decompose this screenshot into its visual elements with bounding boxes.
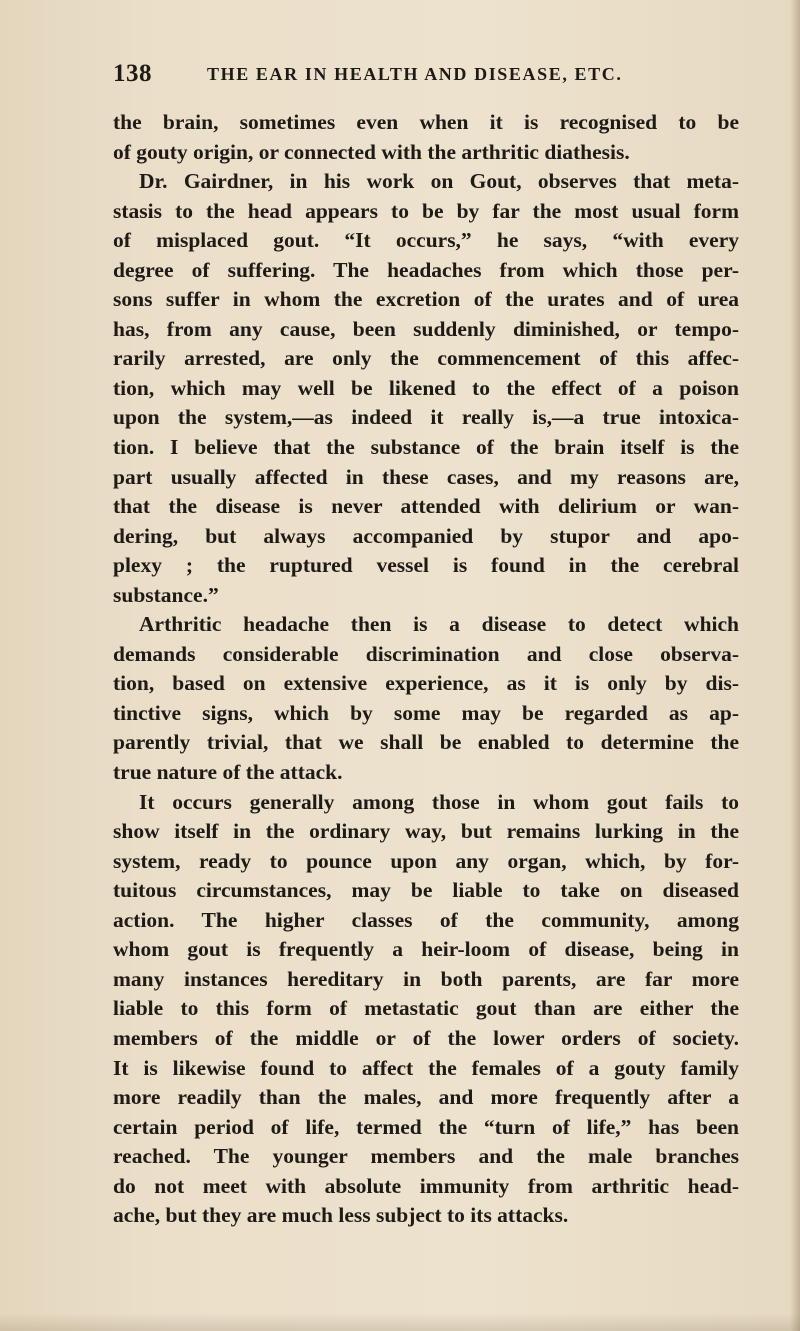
text-line: tuitous circumstances, may be liable to take on diseased [113,878,739,903]
text-line: Dr. Gairdner, in his work on Gout, observes that meta- [139,169,739,194]
text-line: substance.” [113,582,219,607]
text-line: action. The higher classes of the community, among [113,907,739,932]
text-line: It occurs generally among those in whom gout fails to [139,789,739,814]
text-line: true nature of the attack. [113,760,343,785]
text-line: that the disease is never attended with delirium or wan- [113,494,739,519]
text-line: rarily arrested, are only the commencement of this affec- [113,346,739,371]
text-line: part usually affected in these cases, and my reasons are, [113,464,739,489]
text-line: plexy ; the ruptured vessel is found in the cerebral [113,553,739,578]
text-line: tion. I believe that the substance of the brain itself is the [113,435,739,460]
text-line: tion, based on extensive experience, as it is only by dis- [113,671,739,696]
text-line: whom gout is frequently a heir-loom of disease, being in [113,937,739,962]
text-line: more readily than the males, and more frequently after a [113,1085,739,1110]
running-head: THE EAR IN HEALTH AND DISEASE, ETC. [207,64,623,84]
text-line: of misplaced gout. “It occurs,” he says, “with every [113,228,739,253]
text-line: liable to this form of metastatic gout than are either the [113,996,739,1021]
page-number: 138 [113,60,152,87]
text-line: show itself in the ordinary way, but remains lurking in the [113,819,739,844]
text-line: dering, but always accompanied by stupor and apo- [113,523,739,548]
text-line: reached. The younger members and the male branches [113,1144,739,1169]
text-line: upon the system,—as indeed it really is,—a true intoxica- [113,405,739,430]
text-line: Arthritic headache then is a disease to detect which [139,612,739,637]
text-line: degree of suffering. The headaches from which those per- [113,257,739,282]
page-bottom-shadow [0,1313,800,1331]
text-line: It is likewise found to affect the females of a gouty family [113,1055,739,1080]
text-line: system, ready to pounce upon any organ, which, by for- [113,848,739,873]
text-line: parently trivial, that we shall be enabled to determine the [113,730,739,755]
text-line: sons suffer in whom the excretion of the urates and of urea [113,287,739,312]
page-edge-shadow [790,0,800,1331]
text-line: tinctive signs, which by some may be regarded as ap- [113,700,739,725]
text-line: ache, but they are much less subject to its attacks. [113,1203,569,1228]
page-header [113,60,733,90]
text-line: tion, which may well be likened to the effect of a poison [113,375,739,400]
text-line: stasis to the head appears to be by far the most usual form [113,198,739,223]
text-line: certain period of life, termed the “turn of life,” has been [113,1114,739,1139]
text-line: do not meet with absolute immunity from arthritic head- [113,1173,739,1198]
text-line: members of the middle or of the lower orders of society. [113,1025,739,1050]
text-line: demands considerable discrimination and close observa- [113,641,739,666]
text-line: of gouty origin, or connected with the arthritic diathesis. [113,139,630,164]
text-line: has, from any cause, been suddenly diminished, or tempo- [113,316,739,341]
body-text [113,108,739,1231]
text-line: many instances hereditary in both parents, are far more [113,966,739,991]
text-line: the brain, sometimes even when it is recognised to be [113,110,739,134]
